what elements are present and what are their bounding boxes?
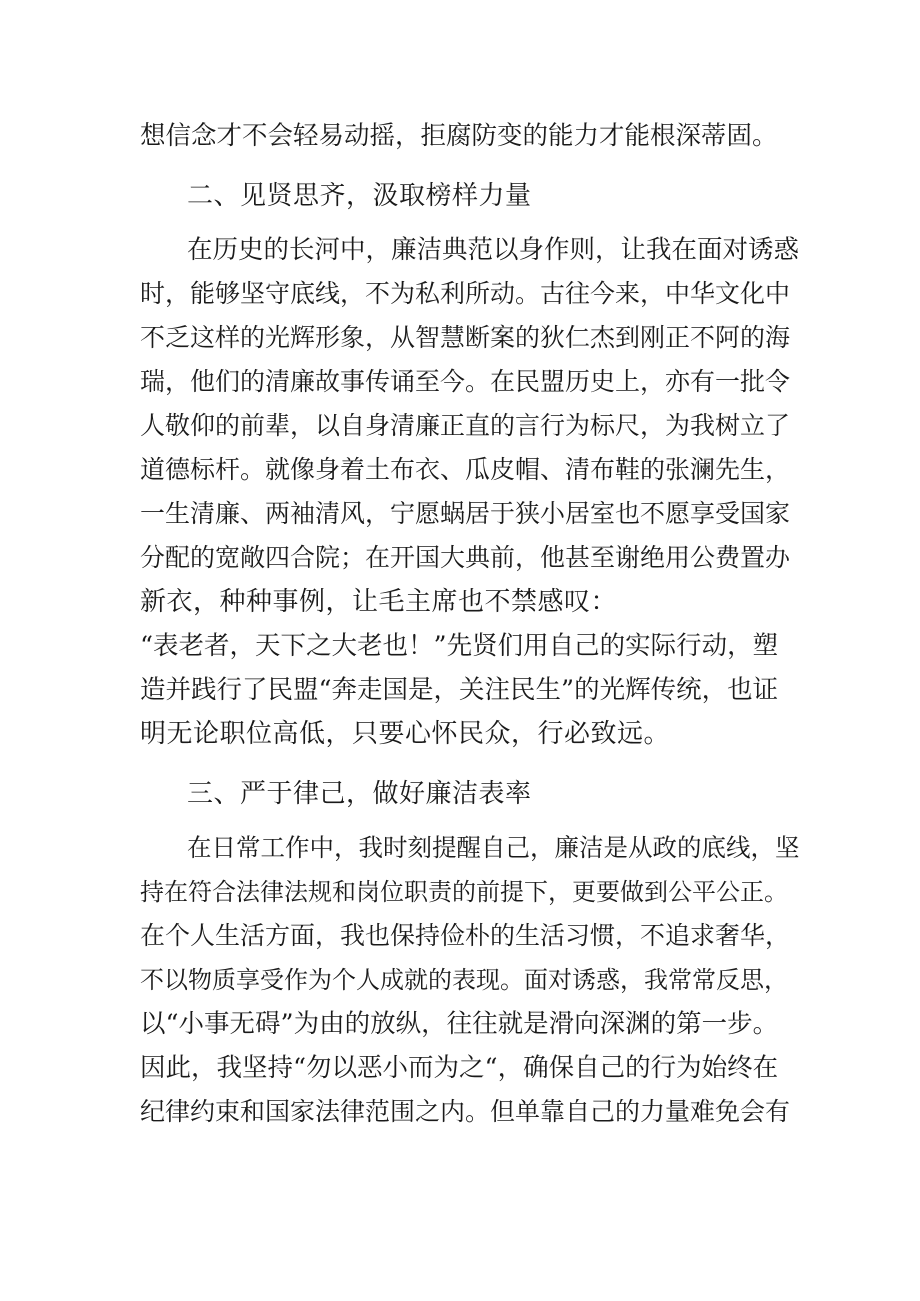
text-line: 新衣，种种事例，让毛主席也不禁感叹：: [140, 587, 618, 617]
text-line: 在日常工作中，我时刻提醒自己，廉洁是从政的底线，坚: [187, 833, 800, 862]
text-line: 不以物质享受作为个人成就的表现。面对诱惑，我常常反思，: [140, 966, 788, 994]
text-line: 不乏这样的光辉形象，从智慧断案的狄仁杰到刚正不阿的海: [140, 323, 791, 352]
text-line: 一生清廉、两袖清风，宁愿蜗居于狭小居室也不愿享受国家: [140, 499, 791, 528]
text-line: 时，能够坚守底线，不为私利所动。古往今来，中华文化中: [140, 279, 791, 308]
text-line: 持在符合法律法规和岗位职责的前提下，更要做到公平公正。: [140, 878, 788, 906]
text-line: 想信念才不会轻易动摇，拒腐防变的能力才能根深蒂固。: [140, 121, 778, 151]
text-line: 人敬仰的前辈，以自身清廉正直的言行为标尺，为我树立了: [140, 411, 791, 440]
text-line: 造并践行了民盟“奔走国是，关注民生”的光辉传统，也证: [140, 675, 779, 705]
text-line: 因此，我坚持“勿以恶小而为之“，确保自己的行为始终在: [140, 1053, 779, 1083]
text-line: 瑞，他们的清廉故事传诵至今。在民盟历史上，亦有一批令: [140, 367, 791, 396]
text-line: 纪律约束和国家法律范围之内。但单靠自己的力量难免会有: [140, 1097, 791, 1126]
text-line: 明无论职位高低，只要心怀民众，行必致远。: [140, 719, 671, 749]
text-line: 道德标杆。就像身着土布衣、瓜皮帽、清布鞋的张澜先生，: [140, 455, 791, 484]
text-line: 在个人生活方面，我也保持俭朴的生活习惯，不追求奢华，: [140, 921, 791, 950]
section-heading: 三、严于律己，做好廉洁表率: [187, 779, 532, 809]
text-line: 在历史的长河中，廉洁典范以身作则，让我在面对诱惑: [187, 235, 800, 265]
text-line: 分配的宽敞四合院；在开国大典前，他甚至谢绝用公费置办: [140, 543, 791, 572]
text-line: “表老者，天下之大老也！”先贤们用自己的实际行动，塑: [140, 631, 779, 661]
section-heading: 二、见贤思齐，汲取榜样力量: [187, 181, 532, 211]
text-line: 以“小事无碍”为由的放纵，往往就是滑向深渊的第一步。: [140, 1009, 779, 1039]
